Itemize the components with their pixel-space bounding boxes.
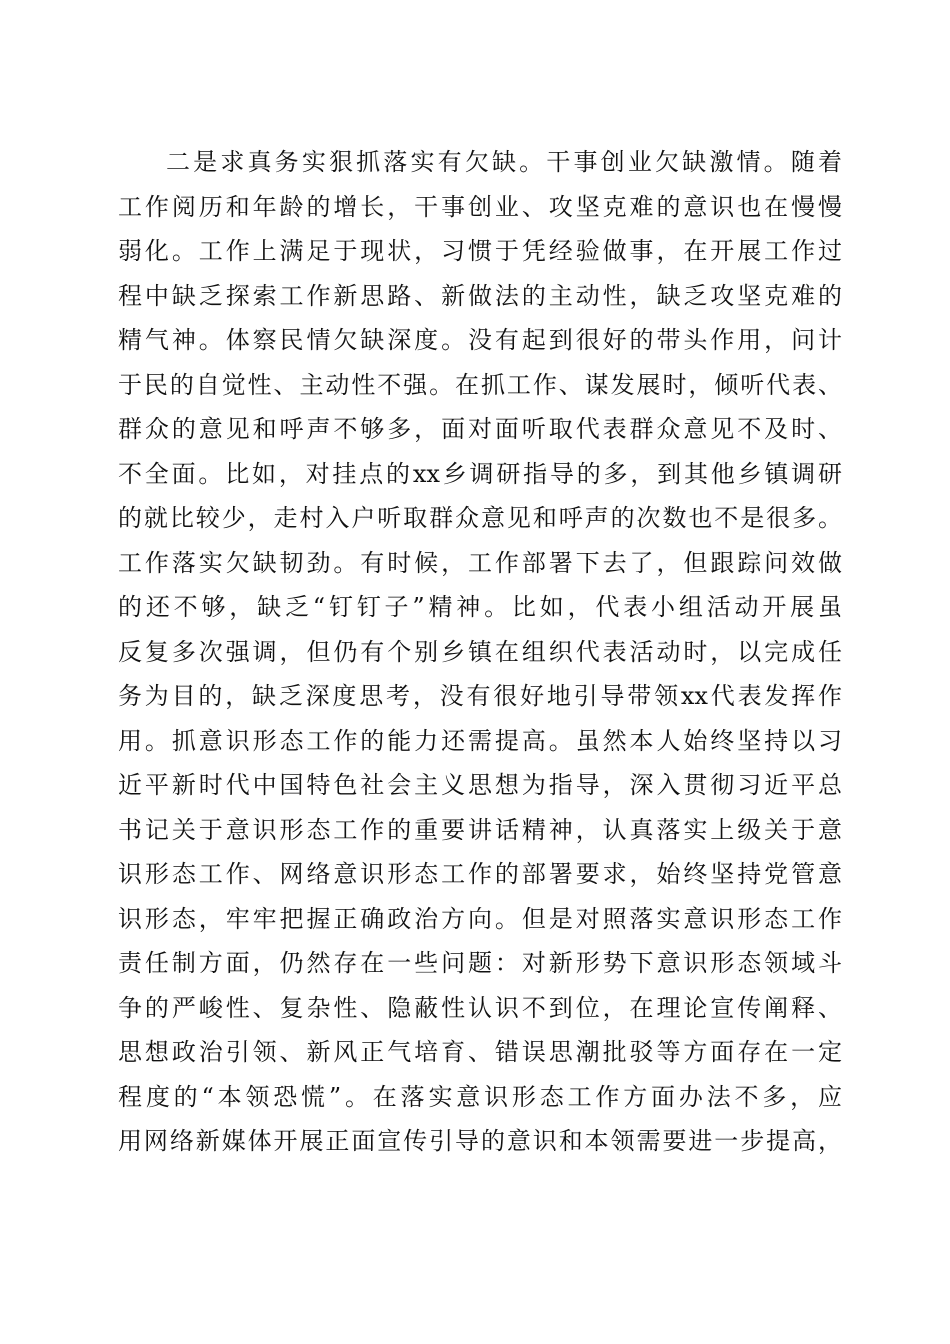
paragraph-line: 不全面。比如，对挂点的xx乡调研指导的多，到其他乡镇调研 (118, 459, 842, 488)
paragraph-line: 识形态工作、网络意识形态工作的部署要求，始终坚持党管意 (118, 860, 842, 888)
paragraph-line: 书记关于意识形态工作的重要讲话精神，认真落实上级关于意 (118, 815, 842, 844)
paragraph-line: 责任制方面，仍然存在一些问题：对新形势下意识形态领域斗 (118, 949, 842, 977)
paragraph-line: 弱化。工作上满足于现状，习惯于凭经验做事，在开展工作过 (118, 237, 842, 265)
paragraph-line: 工作阅历和年龄的增长，干事创业、攻坚克难的意识也在慢慢 (118, 192, 842, 221)
paragraph-line: 的就比较少，走村入户听取群众意见和呼声的次数也不是很多。 (118, 504, 842, 532)
paragraph-line: 程中缺乏探索工作新思路、新做法的主动性，缺乏攻坚克难的 (118, 281, 842, 310)
paragraph-line: 程度的“本领恐慌”。在落实意识形态工作方面办法不多，应 (118, 1082, 842, 1111)
paragraph-line: 争的严峻性、复杂性、隐蔽性认识不到位，在理论宣传阐释、 (118, 993, 842, 1022)
paragraph-line: 思想政治引领、新风正气培育、错误思潮批驳等方面存在一定 (118, 1038, 842, 1066)
paragraph-line: 识形态，牢牢把握正确政治方向。但是对照落实意识形态工作 (118, 904, 842, 933)
paragraph-line: 精气神。体察民情欠缺深度。没有起到很好的带头作用，问计 (118, 326, 842, 354)
paragraph-line: 务为目的，缺乏深度思考，没有很好地引导带领xx代表发挥作 (118, 682, 842, 710)
paragraph-line: 于民的自觉性、主动性不强。在抓工作、谋发展时，倾听代表、 (118, 370, 842, 399)
paragraph-line: 用。抓意识形态工作的能力还需提高。虽然本人始终坚持以习 (118, 726, 842, 755)
body-paragraph (118, 140, 842, 1164)
paragraph-line: 用网络新媒体开展正面宣传引导的意识和本领需要进一步提高， (118, 1127, 842, 1155)
paragraph-line: 的还不够，缺乏“钉钉子”精神。比如，代表小组活动开展虽 (118, 593, 842, 621)
paragraph-line: 群众的意见和呼声不够多，面对面听取代表群众意见不及时、 (118, 415, 842, 443)
paragraph-line: 近平新时代中国特色社会主义思想为指导，深入贯彻习近平总 (118, 771, 842, 799)
paragraph-line: 工作落实欠缺韧劲。有时候，工作部署下去了，但跟踪问效做 (118, 548, 842, 577)
paragraph-line: 反复多次强调，但仍有个别乡镇在组织代表活动时，以完成任 (118, 637, 842, 666)
paragraph-line: 二是求真务实狠抓落实有欠缺。干事创业欠缺激情。随着 (166, 148, 842, 176)
